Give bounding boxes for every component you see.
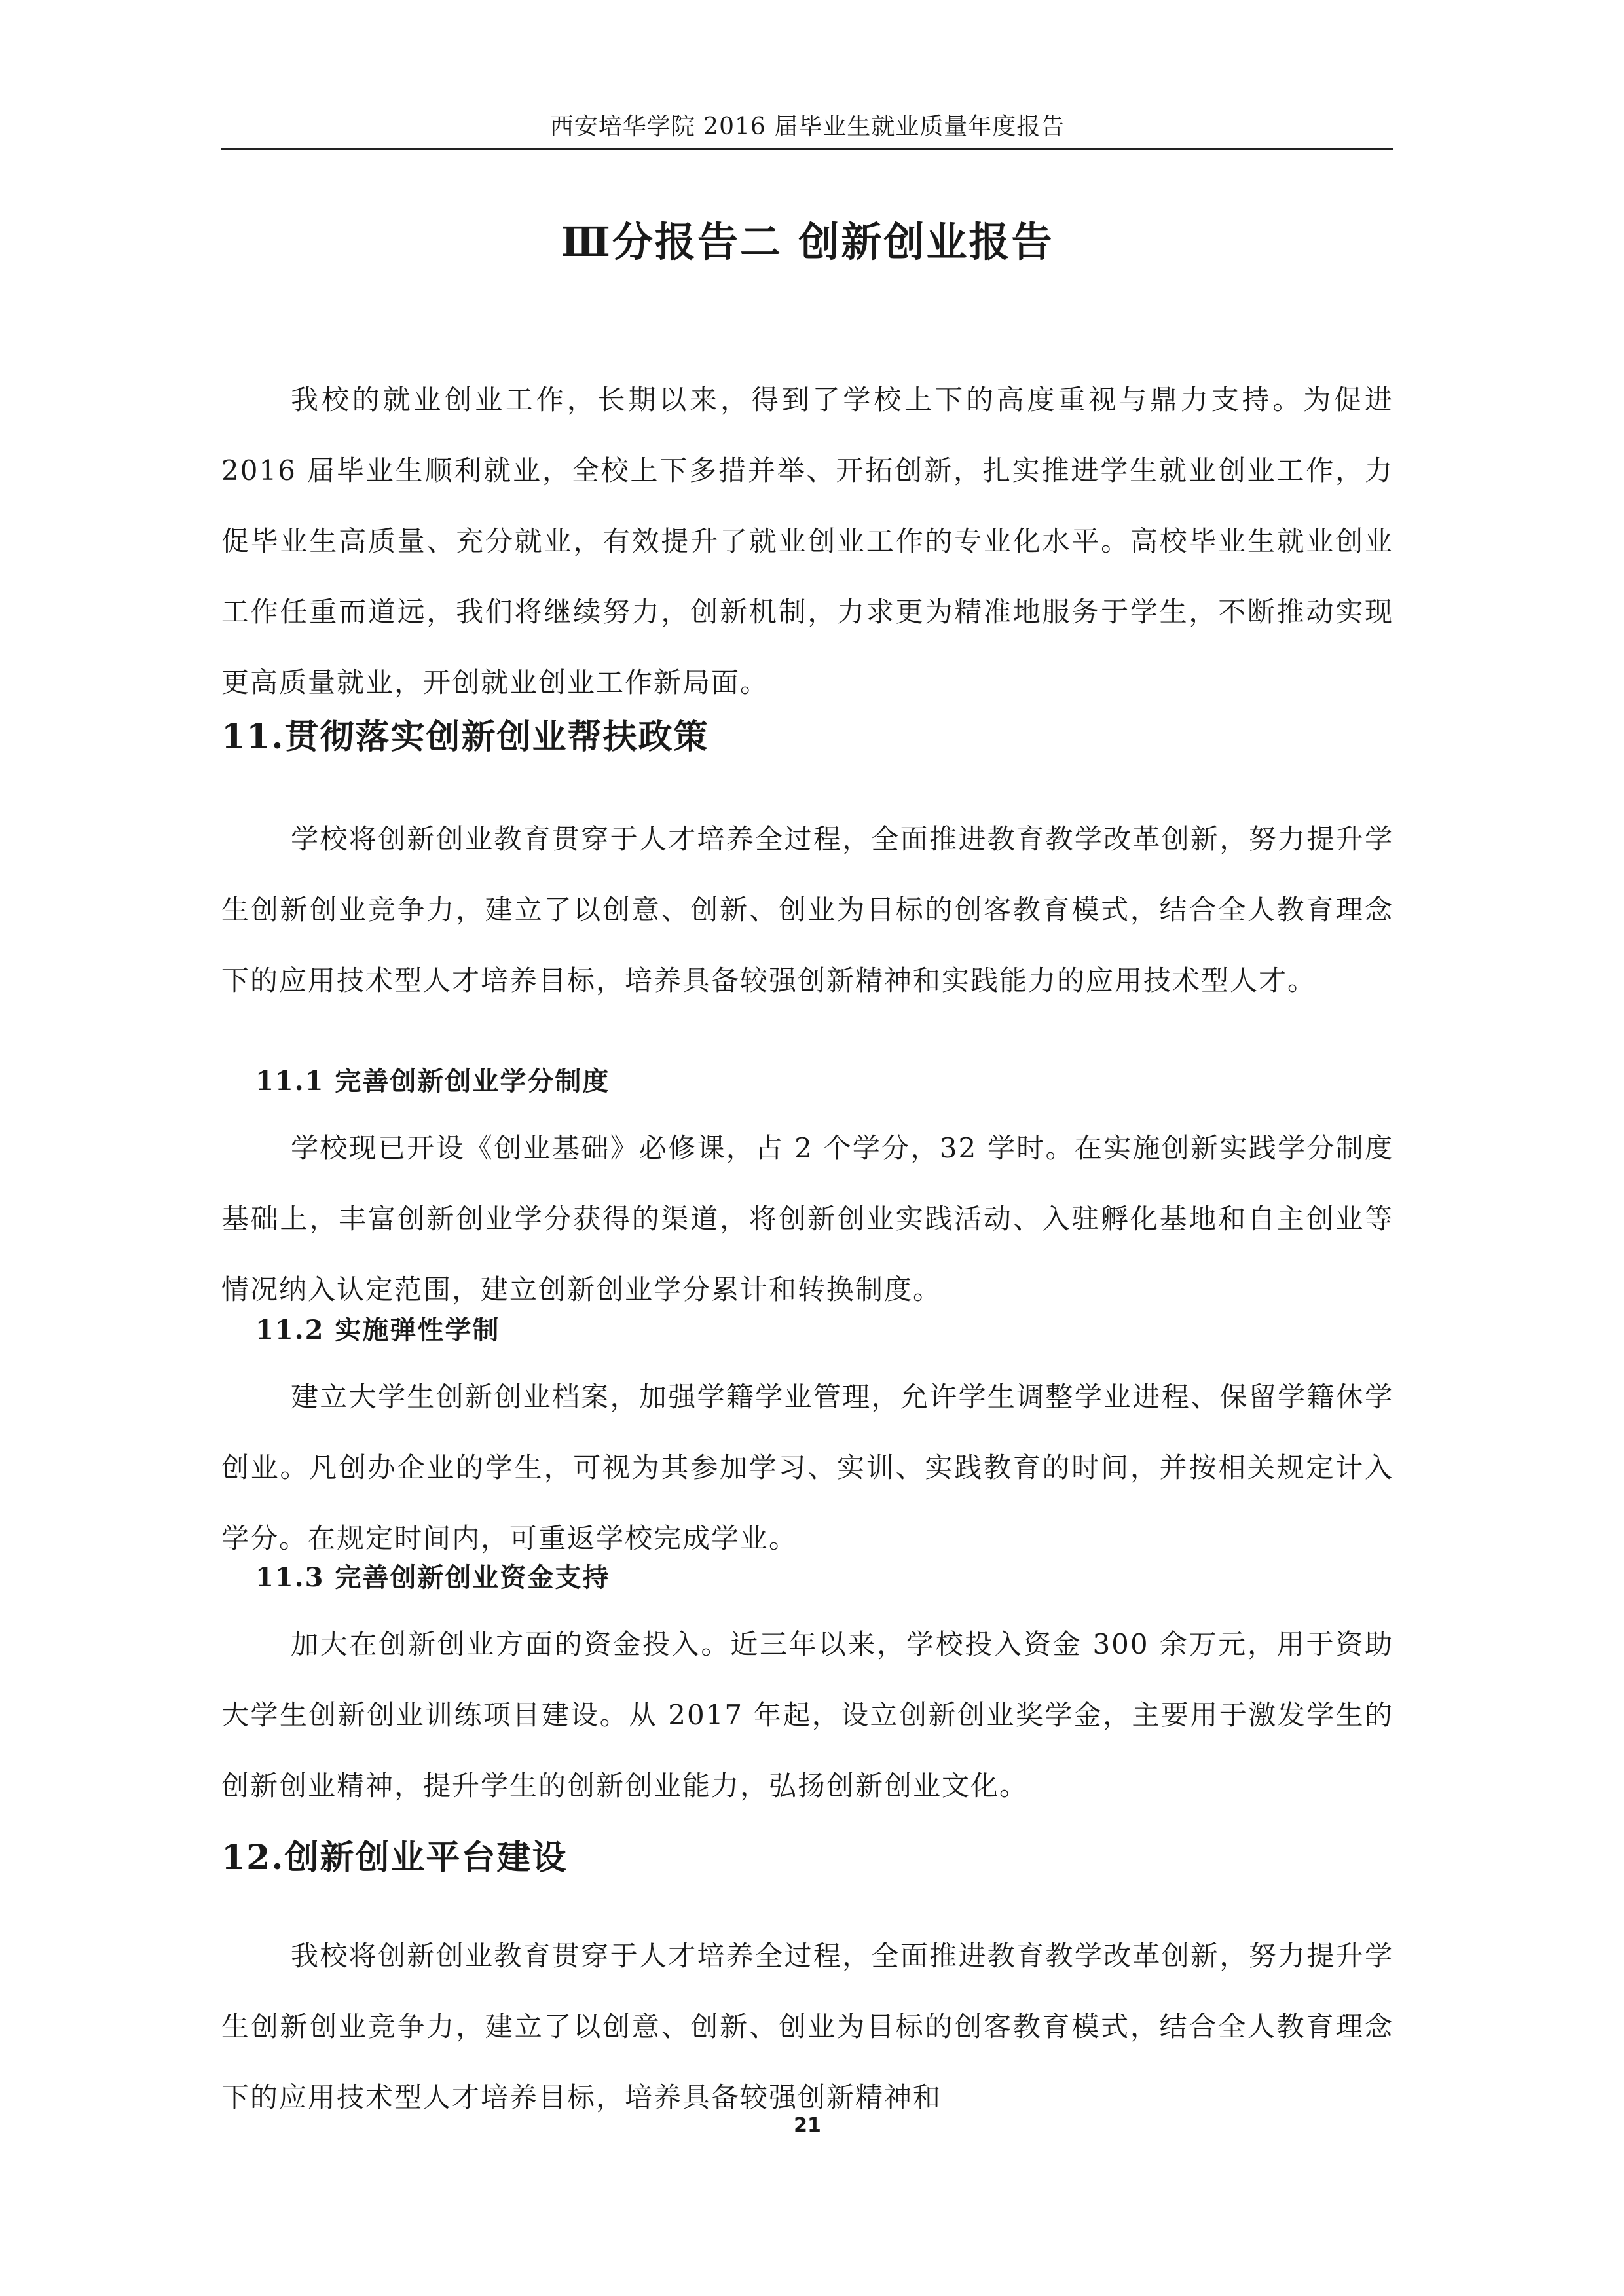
subsection-11-3-paragraph: 加大在创新创业方面的资金投入。近三年以来，学校投入资金 300 余万元，用于资助大学生创新创业训练项目建设。从 2017 年起，设立创新创业奖学金，主要用于激发学生的创新创业精神，提升学生的创新创业能力，弘扬创新创业文化。	[221, 1628, 1393, 1802]
intro-paragraph: 我校的就业创业工作，长期以来，得到了学校上下的高度重视与鼎力支持。为促进 2016 届毕业生顺利就业，全校上下多措并举、开拓创新，扎实推进学生就业创业工作，力促毕业生高质量、充分就业，有效提升了就业创业工作的专业化水平。高校毕业生就业创业工作任重而道远，我们将继续努力，创新机制，力求更为精准地服务于学生，不断推动实现更高质量就业，开创就业创业工作新局面。	[221, 384, 1393, 699]
section-11-heading: 11.贯彻落实创新创业帮扶政策	[221, 717, 709, 757]
subsection-11-2-paragraph: 建立大学生创新创业档案，加强学籍学业管理，允许学生调整学业进程、保留学籍休学创业。凡创办企业的学生，可视为其参加学习、实训、实践教育的时间，并按相关规定计入学分。在规定时间内，可重返学校完成学业。	[221, 1381, 1393, 1554]
section-12-heading: 12.创新创业平台建设	[221, 1838, 568, 1878]
header-divider	[221, 148, 1393, 150]
subsection-11-3-heading: 11.3 完善创新创业资金支持	[255, 1562, 610, 1593]
report-title: Ⅲ分报告二 创新创业报告	[561, 218, 1054, 266]
page-number: 21	[794, 2114, 821, 2137]
subsection-11-2-heading: 11.2 实施弹性学制	[255, 1315, 500, 1345]
subsection-11-1-heading: 11.1 完善创新创业学分制度	[255, 1066, 610, 1097]
subsection-11-1-paragraph: 学校现已开设《创业基础》必修课，占 2 个学分，32 学时。在实施创新实践学分制度基础上，丰富创新创业学分获得的渠道，将创新创业实践活动、入驻孵化基地和自主创业等情况纳入认定范围，建立创新创业学分累计和转换制度。	[221, 1132, 1393, 1305]
section-12-paragraph: 我校将创新创业教育贯穿于人才培养全过程，全面推进教育教学改革创新，努力提升学生创新创业竞争力，建立了以创意、创新、创业为目标的创客教育模式，结合全人教育理念下的应用技术型人才培养目标，培养具备较强创新精神和	[221, 1940, 1393, 2113]
running-header: 西安培华学院 2016 届毕业生就业质量年度报告	[549, 113, 1065, 140]
section-11-paragraph: 学校将创新创业教育贯穿于人才培养全过程，全面推进教育教学改革创新，努力提升学生创新创业竞争力，建立了以创意、创新、创业为目标的创客教育模式，结合全人教育理念下的应用技术型人才培养目标，培养具备较强创新精神和实践能力的应用技术型人才。	[221, 823, 1393, 996]
